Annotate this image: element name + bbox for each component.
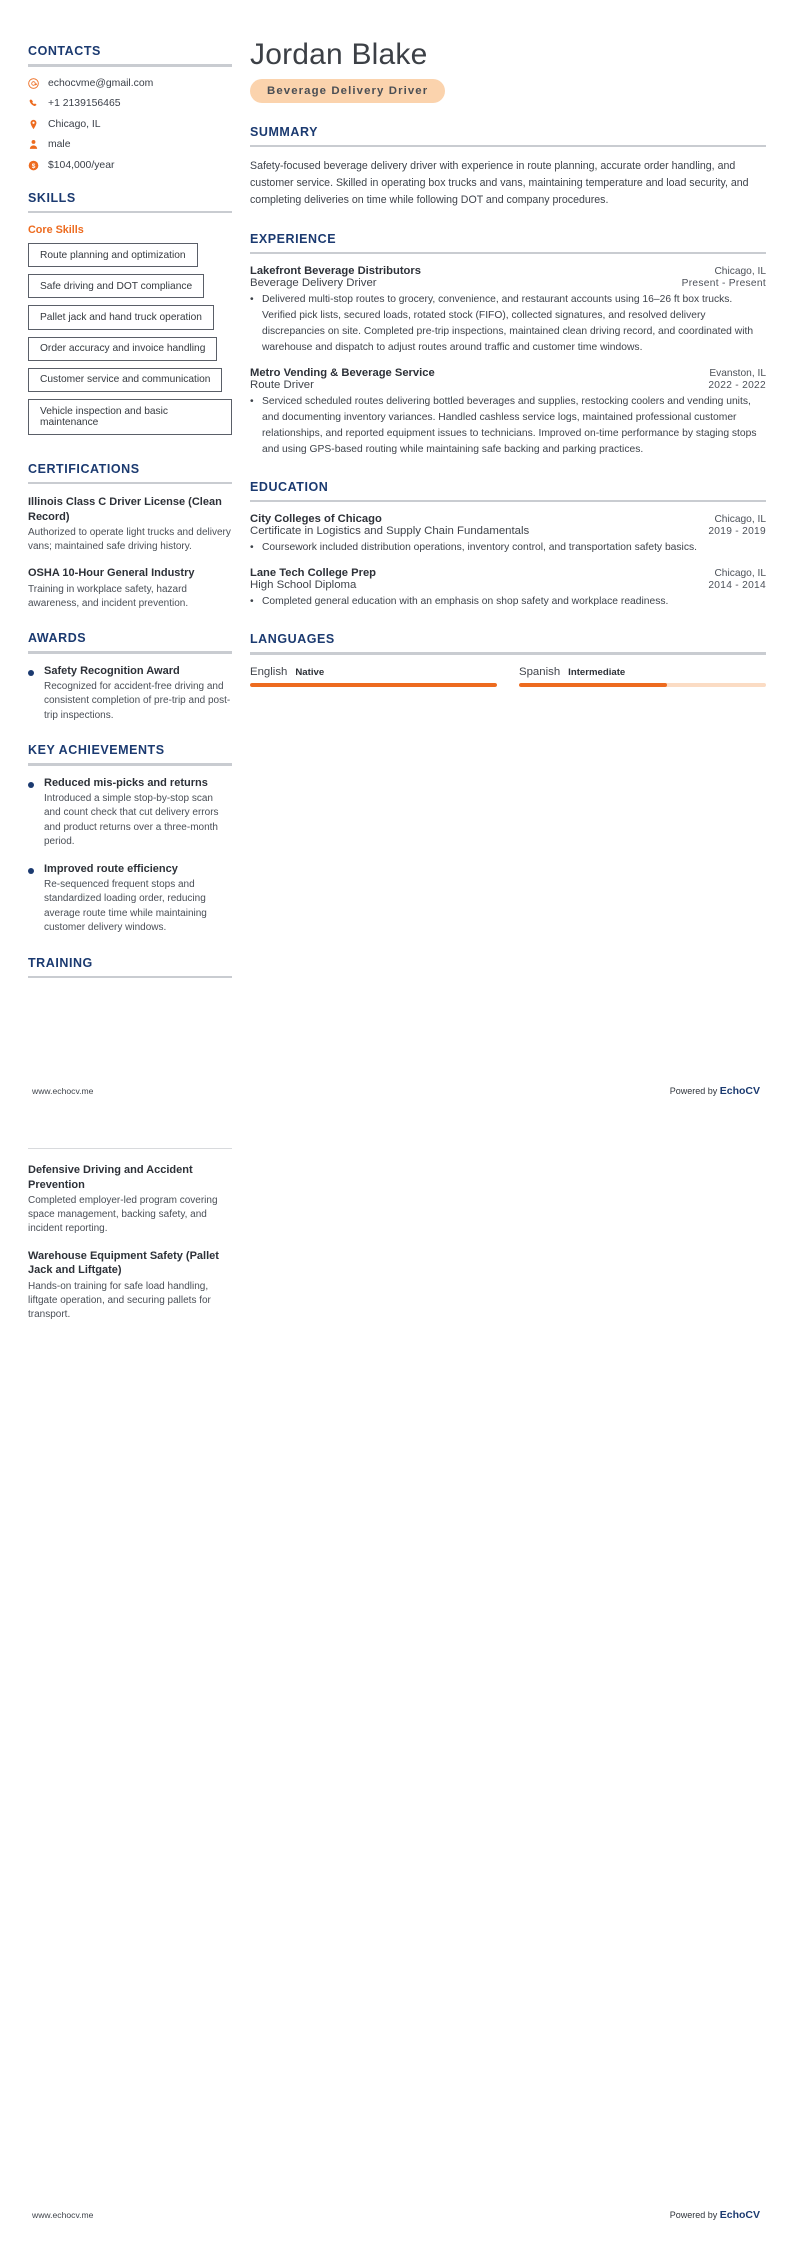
section-divider <box>28 763 232 766</box>
achievement-name: Reduced mis-picks and returns <box>44 776 208 789</box>
training-section-heading <box>28 956 232 979</box>
section-divider <box>28 976 232 979</box>
key-achievements-section <box>28 743 232 936</box>
education-bullet-text: Completed general education with an emphasis on shop safety and workplace readiness. <box>262 596 669 608</box>
education-item <box>250 513 766 556</box>
language-name: English <box>250 665 288 678</box>
contacts-heading: CONTACTS <box>28 44 101 58</box>
sidebar-continued <box>0 1122 232 1342</box>
experience-location: Evanston, IL <box>709 367 766 379</box>
person-icon <box>28 139 39 150</box>
education-location: Chicago, IL <box>714 568 766 580</box>
certification-item <box>28 566 232 611</box>
language-progress-bar <box>519 683 766 688</box>
experience-item <box>250 265 766 356</box>
training-name: Warehouse Equipment Safety (Pallet Jack and Liftgate) <box>28 1249 219 1277</box>
contact-salary-value: $104,000/year <box>48 159 115 171</box>
certification-item <box>28 495 232 554</box>
education-degree: Certificate in Logistics and Supply Chain Fundamentals <box>250 525 530 538</box>
bullet-dot-icon <box>28 868 34 874</box>
education-section <box>250 480 766 610</box>
education-location: Chicago, IL <box>714 514 766 526</box>
achievement-item <box>28 777 232 850</box>
training-desc: Hands-on training for safe load handling, liftgate operation, and securing pallets for transport. <box>28 1280 211 1320</box>
certifications-section <box>28 462 232 612</box>
bullet-marker-icon: • <box>250 395 254 407</box>
skills-list <box>28 243 232 442</box>
bullet-marker-icon: • <box>250 596 254 608</box>
education-item <box>250 567 766 610</box>
achievement-desc: Introduced a simple stop-by-stop scan and count check that cut delivery errors and product returns over a three-month period. <box>44 792 219 848</box>
experience-bullet-text: Delivered multi-stop routes to grocery, convenience, and restaurant accounts using 16–26 ft box trucks. Verified pick lists, secured loads, rotated stock (FIFO), collected signatures, and resolved delivery discrepancies on site. Completed pre-trip inspections, maintained clean driving record, and coordinated with warehouse and dispatch to adjust routes around traffic and customer time windows. <box>262 294 754 353</box>
resume-page-1 <box>0 0 794 1122</box>
language-name: Spanish <box>519 665 561 678</box>
achievement-name: Improved route efficiency <box>44 862 178 875</box>
page-title: Jordan Blake <box>250 38 428 71</box>
footer-powered-label: Powered by <box>669 2210 720 2220</box>
skill-chip: Pallet jack and hand truck operation <box>28 305 214 329</box>
contacts-section <box>28 44 232 171</box>
section-divider <box>250 145 766 148</box>
page-footer <box>0 1060 794 1122</box>
training-section <box>28 1163 232 1322</box>
training-name: Defensive Driving and Accident Prevention <box>28 1164 193 1191</box>
footer-brand <box>670 2209 760 2221</box>
experience-bullets <box>250 292 766 356</box>
contact-location[interactable] <box>28 119 232 130</box>
footer-url[interactable]: www.echocv.me <box>32 1086 94 1096</box>
languages-heading: LANGUAGES <box>250 632 335 647</box>
role-badge: Beverage Delivery Driver <box>250 79 445 103</box>
contact-email[interactable] <box>28 78 232 89</box>
education-bullets <box>250 594 766 610</box>
language-level: Native <box>295 666 325 678</box>
phone-icon <box>28 98 39 109</box>
sidebar <box>0 0 232 998</box>
language-progress-fill <box>519 683 667 688</box>
bullet-dot-icon <box>28 782 34 788</box>
section-divider <box>28 651 232 654</box>
salary-icon <box>28 160 39 171</box>
experience-role: Beverage Delivery Driver <box>250 277 377 290</box>
education-school: City Colleges of Chicago <box>250 513 382 526</box>
svg-text:$: $ <box>31 162 36 170</box>
experience-heading: EXPERIENCE <box>250 231 337 246</box>
section-divider <box>28 64 232 67</box>
education-heading: EDUCATION <box>250 479 329 494</box>
experience-company: Metro Vending & Beverage Service <box>250 366 435 379</box>
footer-brand <box>670 1085 760 1097</box>
awards-section <box>28 631 232 723</box>
language-item <box>519 666 766 688</box>
experience-bullets <box>250 394 766 458</box>
section-divider <box>250 500 766 503</box>
experience-location: Chicago, IL <box>714 266 766 278</box>
training-item <box>28 1249 232 1323</box>
main-content-continued <box>232 1122 794 1160</box>
footer-brand-name: EchoCV <box>719 1085 760 1097</box>
contact-salary[interactable] <box>28 160 232 171</box>
certifications-heading: CERTIFICATIONS <box>28 461 140 476</box>
skill-chip: Route planning and optimization <box>28 243 198 267</box>
section-divider <box>250 652 766 655</box>
skill-chip: Customer service and communication <box>28 368 222 392</box>
contact-phone[interactable] <box>28 98 232 109</box>
skills-section <box>28 191 232 442</box>
bullet-dot-icon <box>28 670 34 676</box>
location-pin-icon <box>28 119 39 130</box>
contact-gender-value: male <box>48 139 71 150</box>
contact-email-value: echocvme@gmail.com <box>48 77 154 89</box>
language-progress-fill <box>250 683 497 688</box>
footer-powered-label: Powered by <box>669 1086 720 1096</box>
certification-name: Illinois Class C Driver License (Clean Record) <box>28 496 222 523</box>
bullet-marker-icon: • <box>250 542 254 554</box>
footer-url[interactable]: www.echocv.me <box>32 2210 94 2220</box>
experience-role: Route Driver <box>250 378 314 391</box>
summary-section <box>250 125 766 210</box>
section-divider <box>28 482 232 485</box>
certification-desc: Authorized to operate light trucks and delivery vans; maintained safe driving history. <box>28 527 231 553</box>
email-icon <box>28 78 39 89</box>
experience-item <box>250 367 766 458</box>
experience-company: Lakefront Beverage Distributors <box>250 265 421 278</box>
training-desc: Completed employer-led program covering space management, backing safety, and incident reporting. <box>28 1195 218 1235</box>
experience-dates: 2022 - 2022 <box>708 379 766 391</box>
experience-section <box>250 232 766 458</box>
section-divider <box>28 211 232 214</box>
achievement-desc: Re-sequenced frequent stops and standardized loading order, reducing average route time while maintaining customer delivery windows. <box>44 878 207 934</box>
skills-heading: SKILLS <box>28 190 76 205</box>
page-footer <box>0 2184 794 2246</box>
language-item <box>250 666 497 688</box>
experience-dates: Present - Present <box>681 278 766 290</box>
training-heading: TRAINING <box>28 955 93 970</box>
education-bullet-text: Coursework included distribution operations, inventory control, and transportation safety basics. <box>262 542 697 554</box>
bullet-marker-icon: • <box>250 294 254 306</box>
experience-bullet-text: Serviced scheduled routes delivering bottled beverages and supplies, restocking coolers and vending units, and documenting inventory variances. Handled cashless service logs, maintained professional customer relationships, and reported equipment issues to technicians. Improved on-time performance by staging stops and using GPS-based routing while maintaining safe backing and parking practices. <box>262 395 757 455</box>
contact-gender[interactable] <box>28 139 232 150</box>
education-bullets <box>250 540 766 556</box>
certification-desc: Training in workplace safety, hazard awareness, and incident prevention. <box>28 583 189 610</box>
contact-phone-value: +1 2139156465 <box>48 98 121 109</box>
section-divider <box>28 1148 232 1149</box>
education-degree: High School Diploma <box>250 579 357 592</box>
contact-location-value: Chicago, IL <box>48 118 101 130</box>
languages-section <box>250 632 766 687</box>
achievement-item <box>28 863 232 936</box>
education-school: Lane Tech College Prep <box>250 567 376 580</box>
award-item <box>28 665 232 724</box>
footer-brand-name: EchoCV <box>719 2209 760 2221</box>
skill-chip: Order accuracy and invoice handling <box>28 337 217 361</box>
summary-text: Safety-focused beverage delivery driver with experience in route planning, accurate order handling, and customer service. Skilled in operating box trucks and vans, maintaining temperature and load security, and completing deliveries on time while following DOT and company procedures. <box>250 160 749 207</box>
main-content <box>232 0 794 687</box>
award-name: Safety Recognition Award <box>44 664 180 677</box>
resume-page-2 <box>0 1122 794 2246</box>
award-desc: Recognized for accident-free driving and consistent completion of pre-trip and post-trip inspections. <box>44 680 231 721</box>
skills-subheading: Core Skills <box>28 224 84 236</box>
education-dates: 2014 - 2014 <box>708 580 766 592</box>
summary-heading: SUMMARY <box>250 124 318 139</box>
key-achievements-heading: KEY ACHIEVEMENTS <box>28 743 165 758</box>
languages-list <box>250 666 766 688</box>
awards-heading: AWARDS <box>28 631 87 646</box>
certification-name: OSHA 10-Hour General Industry <box>28 567 195 580</box>
training-item <box>28 1163 232 1237</box>
skill-chip: Vehicle inspection and basic maintenance <box>28 399 232 434</box>
language-progress-bar <box>250 683 497 688</box>
education-dates: 2019 - 2019 <box>708 526 766 538</box>
language-level: Intermediate <box>568 666 626 678</box>
skill-chip: Safe driving and DOT compliance <box>28 274 204 298</box>
section-divider <box>250 252 766 255</box>
